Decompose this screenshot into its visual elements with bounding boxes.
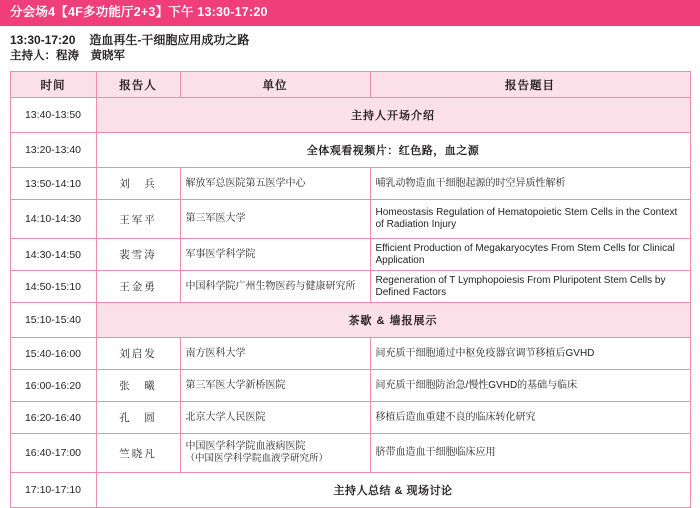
cell-speaker: 王军平 [96,200,180,239]
cell-full-text: 主持人总结 & 现场讨论 [96,473,690,508]
cell-speaker: 张 曦 [96,370,180,402]
chair-label: 主持人： [10,50,56,62]
table-row [10,338,690,370]
cell-organization: 北京大学人民医院 [180,402,370,434]
cell-organization: 解放军总医院第五医学中心 [180,168,370,200]
table-row [10,239,690,271]
cell-speaker: 王金勇 [96,271,180,303]
session-title-line [10,32,690,48]
table-row [10,200,690,239]
column-header-speaker: 报告人 [96,72,180,98]
cell-full-text: 茶歇 & 墙报展示 [96,303,690,338]
cell-time: 13:20-13:40 [10,133,96,168]
cell-talk-title: 间充质干细胞防治急/慢性GVHD的基础与临床 [370,370,690,402]
chair-names: 程涛 黄晓军 [56,50,125,62]
cell-organization: 第三军医大学新桥医院 [180,370,370,402]
session-topic: 造血再生-干细胞应用成功之路 [89,33,250,47]
cell-speaker: 刘启发 [96,338,180,370]
cell-time: 16:00-16:20 [10,370,96,402]
cell-time: 16:20-16:40 [10,402,96,434]
cell-talk-title: 脐带血造血干细胞临床应用 [370,434,690,473]
agenda-table [10,71,691,508]
column-header-organization: 单位 [180,72,370,98]
table-row [10,98,690,133]
cell-time: 14:10-14:30 [10,200,96,239]
cell-organization: 第三军医大学 [180,200,370,239]
cell-time: 16:40-17:00 [10,434,96,473]
organization-main: 中国医学科学院血液病医院 [185,441,306,453]
cell-speaker: 裴雪涛 [96,239,180,271]
cell-talk-title: 哺乳动物造血干细胞起源的时空异质性解析 [370,168,690,200]
cell-full-text: 主持人开场介绍 [96,98,690,133]
cell-organization: 中国科学院广州生物医药与健康研究所 [180,271,370,303]
cell-speaker: 刘 兵 [96,168,180,200]
session-banner: 分会场4【4F多功能厅2+3】下午 13:30-17:20 [0,0,700,26]
cell-talk-title: Homeostasis Regulation of Hematopoietic Stem Cells in the Context of Radiation Injury [370,200,690,239]
cell-talk-title: Efficient Production of Megakaryocytes From Stem Cells for Clinical Application [370,239,690,271]
table-row [10,168,690,200]
organization-sub: （中国医学科学院血液学研究所） [185,453,329,465]
table-row [10,133,690,168]
column-header-time: 时间 [10,72,96,98]
table-row [10,473,690,508]
cell-time: 17:10-17:10 [10,473,96,508]
cell-speaker: 竺晓凡 [96,434,180,473]
cell-organization: 军事医学科学院 [180,239,370,271]
cell-organization [180,434,370,473]
table-row [10,370,690,402]
cell-time: 15:40-16:00 [10,338,96,370]
session-time: 13:30-17:20 [10,33,76,47]
cell-talk-title: Regeneration of T Lymphopoiesis From Pluripotent Stem Cells by Defined Factors [370,271,690,303]
session-chair-line [10,49,690,64]
session-header [0,26,700,68]
column-header-talk-title: 报告题目 [370,72,690,98]
cell-talk-title: 移植后造血重建不良的临床转化研究 [370,402,690,434]
table-row [10,402,690,434]
cell-speaker: 孔 圆 [96,402,180,434]
table-row [10,271,690,303]
cell-time: 14:30-14:50 [10,239,96,271]
cell-time: 13:50-14:10 [10,168,96,200]
cell-talk-title: 间充质干细胞通过中枢免疫器官调节移植后GVHD [370,338,690,370]
cell-time: 14:50-15:10 [10,271,96,303]
cell-organization: 南方医科大学 [180,338,370,370]
table-row [10,434,690,473]
cell-full-text: 全体观看视频片：红色路，血之源 [96,133,690,168]
cell-time: 15:10-15:40 [10,303,96,338]
table-row [10,303,690,338]
cell-time: 13:40-13:50 [10,98,96,133]
table-header-row [10,72,690,98]
